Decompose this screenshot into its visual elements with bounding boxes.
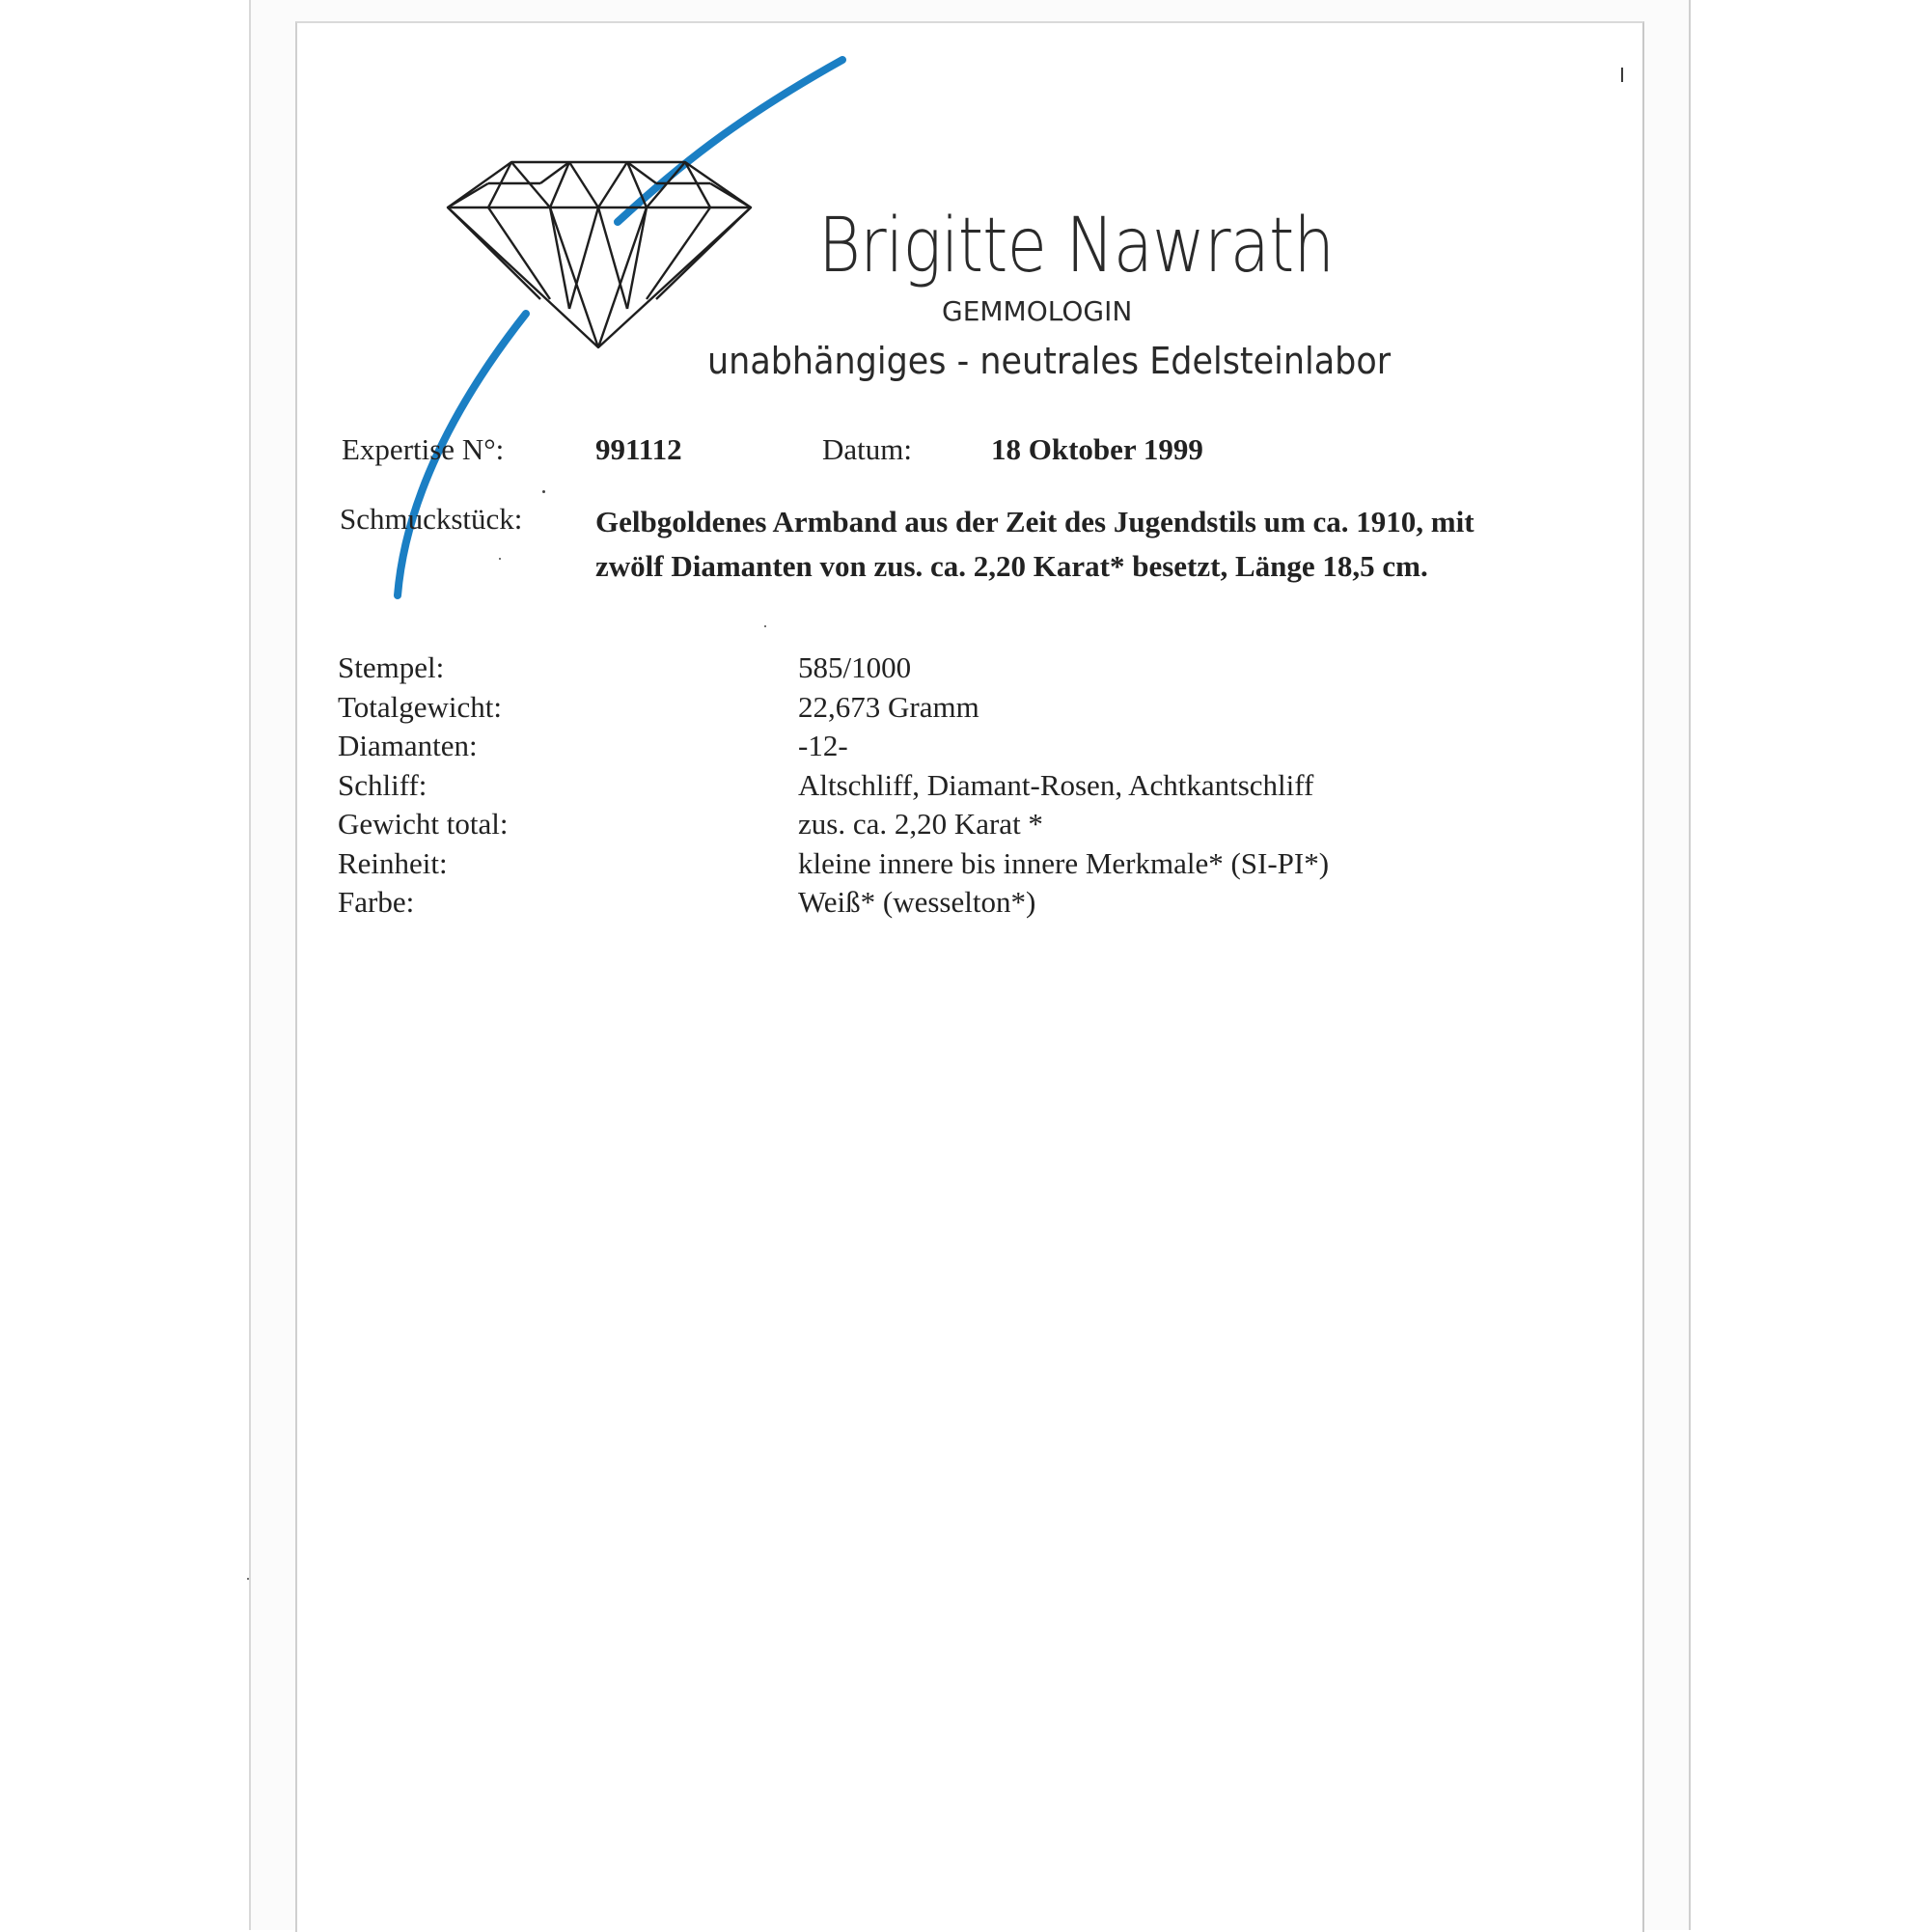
expertise-number-label: Expertise N°:	[342, 432, 505, 466]
spec-row-stempel	[338, 650, 1496, 690]
lab-tagline: unabhängiges - neutrales Edelsteinlabor	[707, 340, 1392, 382]
spec-row-farbe	[338, 885, 1496, 925]
lab-owner-name: Brigitte Nawrath	[818, 203, 1335, 290]
diamond-logo-icon	[444, 154, 762, 357]
lab-owner-title: GEMMOLOGIN	[942, 295, 1133, 327]
scan-speck	[542, 490, 545, 493]
spec-label: Schliff:	[338, 767, 427, 802]
spec-value: kleine innere bis innere Merkmale* (SI-PI*)	[798, 845, 1330, 880]
spec-row-gewicht-total	[338, 807, 1496, 846]
page-number-mark: I	[1619, 64, 1625, 87]
description-line-2: zwölf Diamanten von zus. ca. 2,20 Karat* besetzt, Länge 18,5 cm.	[595, 549, 1428, 583]
date-value: 18 Oktober 1999	[991, 432, 1203, 466]
spec-label: Gewicht total:	[338, 807, 509, 841]
scan-speck	[499, 558, 501, 560]
spec-label: Totalgewicht:	[338, 689, 503, 724]
spec-label: Stempel:	[338, 650, 445, 684]
jewelry-item-description	[595, 500, 1475, 589]
spec-value: zus. ca. 2,20 Karat *	[798, 807, 1043, 841]
spec-row-reinheit	[338, 846, 1496, 886]
spec-value: -12-	[798, 729, 848, 762]
spec-value: 22,673 Gramm	[798, 689, 979, 724]
spec-label: Farbe:	[338, 885, 415, 919]
spec-value: 585/1000	[798, 650, 912, 684]
spec-value: Altschliff, Diamant-Rosen, Achtkantschliff	[798, 767, 1314, 802]
spec-row-schliff	[338, 768, 1496, 808]
spec-value: Weiß* (wesselton*)	[798, 885, 1036, 919]
spec-row-diamanten	[338, 729, 1496, 768]
spec-row-totalgewicht	[338, 690, 1496, 730]
specification-table	[338, 650, 1496, 925]
scan-speck	[764, 625, 766, 627]
description-line-1: Gelbgoldenes Armband aus der Zeit des Jugendstils um ca. 1910, mit	[595, 505, 1475, 538]
scan-speck	[247, 1578, 249, 1580]
jewelry-item-label: Schmuckstück:	[340, 502, 523, 536]
spec-label: Diamanten:	[338, 729, 478, 762]
spec-label: Reinheit:	[338, 845, 448, 880]
date-label: Datum:	[822, 432, 912, 466]
expertise-number-value: 991112	[595, 432, 682, 466]
